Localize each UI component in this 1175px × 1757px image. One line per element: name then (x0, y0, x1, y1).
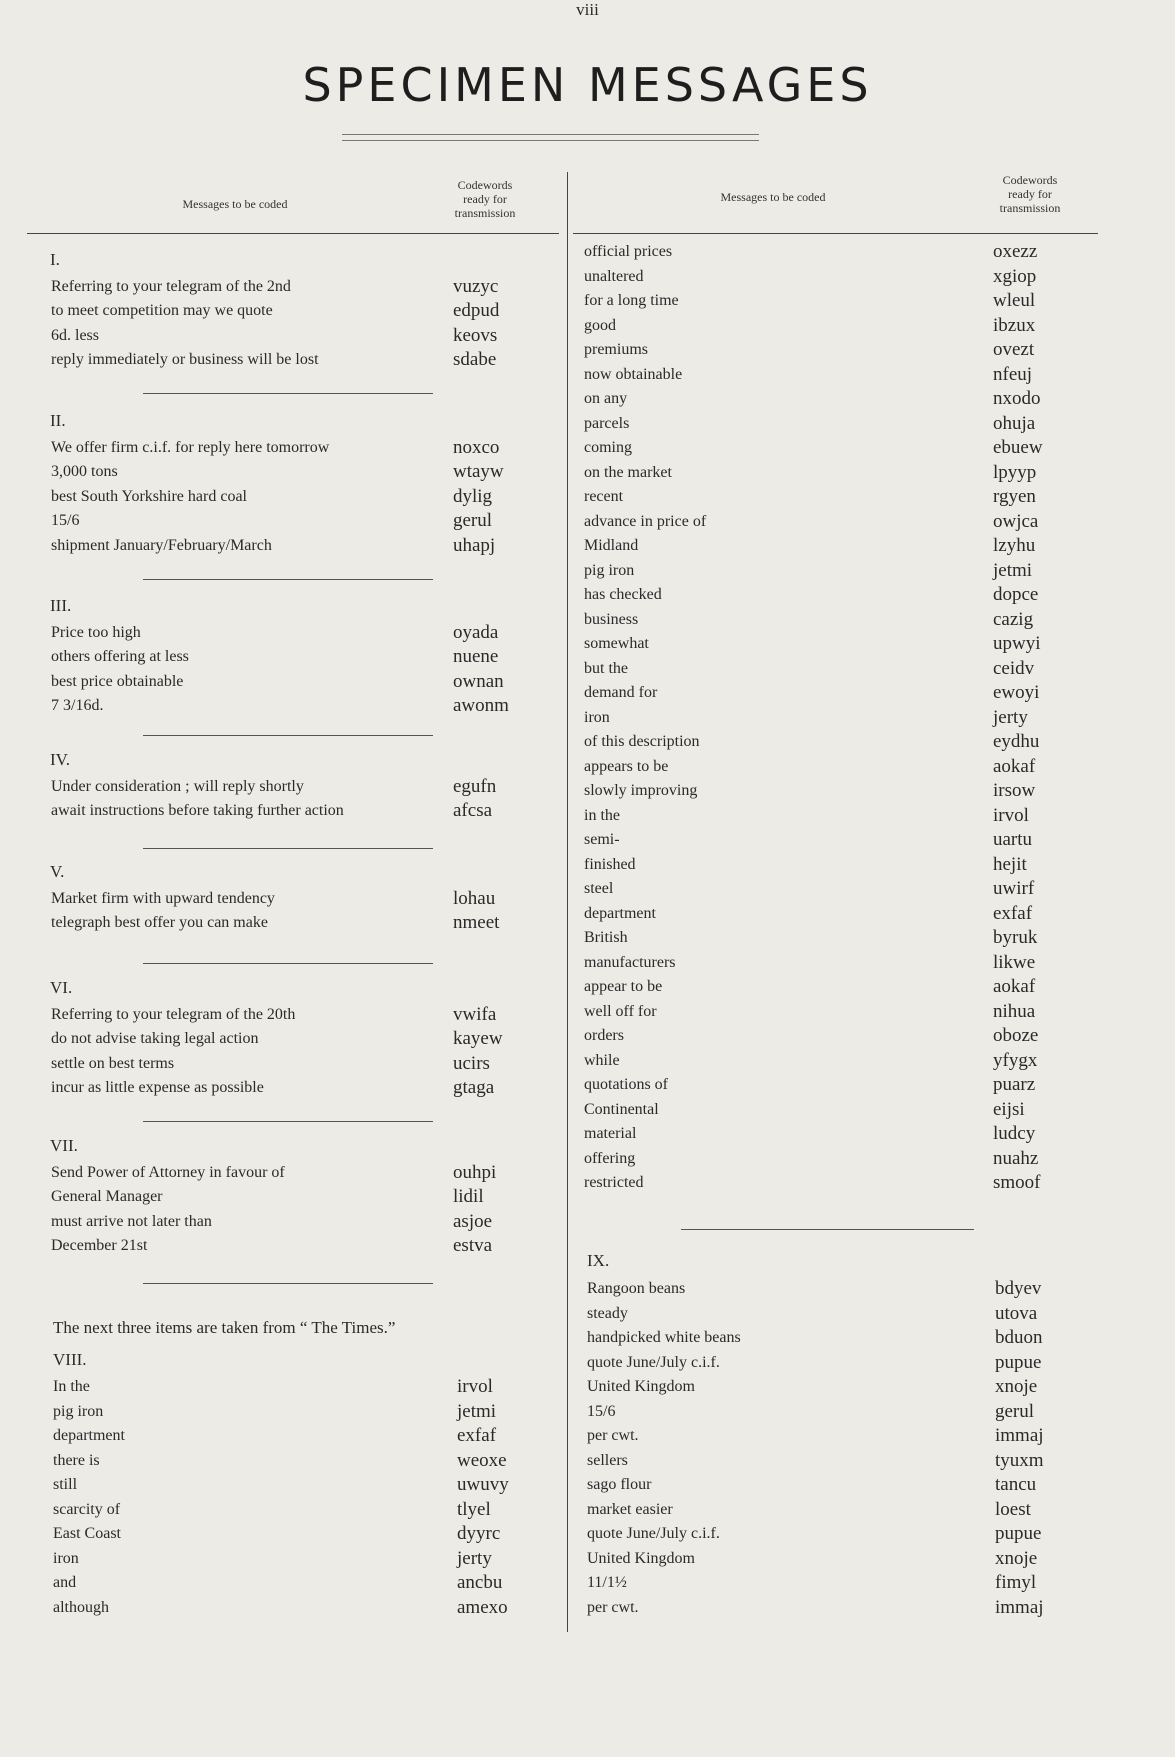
codeword: lohau (453, 887, 496, 909)
codeword: dyyrc (457, 1523, 501, 1544)
codeword: kayew (453, 1028, 503, 1049)
message-text: on any (584, 390, 628, 407)
message-text: and (53, 1574, 77, 1591)
message-text: Send Power of Attorney in favour of (51, 1163, 285, 1181)
message-text: offering (584, 1149, 636, 1167)
section-divider (143, 393, 433, 394)
codeword: tancu (995, 1474, 1037, 1495)
message-text: quote June/July c.i.f. (587, 1353, 720, 1371)
message-text: official prices (584, 243, 673, 260)
message-text: on the market (584, 463, 672, 481)
message-text: Continental (584, 1100, 659, 1118)
message-text: per cwt. (587, 1427, 639, 1444)
codeword: wleul (993, 290, 1036, 311)
codeword: bdyev (995, 1278, 1042, 1299)
message-text: must arrive not later than (51, 1212, 212, 1230)
codeword: awonm (453, 695, 509, 716)
section-numeral: VI. (50, 978, 73, 997)
message-text: others offering at less (51, 648, 189, 665)
message-text: parcels (584, 414, 630, 432)
codeword: vwifa (453, 1003, 497, 1025)
codeword: nmeet (453, 912, 500, 933)
message-text: now obtainable (584, 365, 683, 383)
codeword: owjca (993, 510, 1039, 532)
codeword: amexo (457, 1596, 508, 1618)
codeword: tyuxm (995, 1449, 1044, 1471)
message-text: appears to be (584, 757, 669, 775)
header-rule-right (573, 233, 1098, 234)
codeword: eydhu (993, 731, 1040, 752)
codewords-line: Codewords (1002, 173, 1058, 187)
codeword: uwirf (993, 878, 1035, 899)
codeword: jetmi (457, 1400, 497, 1422)
section-numeral: IX. (587, 1251, 610, 1270)
message-text: Under consideration ; will reply shortly (51, 777, 304, 795)
source-note: The next three items are taken from “ The Times.” (53, 1318, 396, 1337)
message-text: good (584, 316, 616, 334)
message-text: 3,000 tons (51, 463, 118, 480)
section-divider (143, 1121, 433, 1122)
message-text: orders (584, 1027, 624, 1044)
message-text: has checked (584, 586, 662, 603)
message-text: sago flour (587, 1476, 652, 1493)
right-codewords-header (970, 173, 1090, 215)
message-text: business (584, 610, 639, 628)
header-rule-left (27, 233, 559, 234)
section-divider (143, 848, 433, 849)
codeword: lidil (453, 1186, 484, 1207)
section-divider (143, 735, 433, 736)
message-text: demand for (584, 684, 658, 701)
codeword: byruk (993, 927, 1038, 948)
message-text: Referring to your telegram of the 2nd (51, 277, 291, 295)
message-text: recent (584, 488, 624, 505)
message-text: to meet competition may we quote (51, 302, 273, 319)
message-text: premiums (584, 341, 648, 358)
message-text: December 21st (51, 1237, 148, 1254)
page-number: viii (576, 0, 599, 19)
message-text: per cwt. (587, 1598, 639, 1616)
codeword: yfygx (993, 1049, 1038, 1071)
message-text: scarcity of (53, 1500, 121, 1518)
codewords-line: ready for (463, 192, 507, 206)
message-text: 15/6 (587, 1402, 616, 1420)
codeword: egufn (453, 775, 497, 797)
codeword: upwyi (993, 633, 1041, 654)
codeword: smoof (993, 1172, 1041, 1193)
codeword: aokaf (993, 755, 1036, 777)
page-title: SPECIMEN MESSAGES (302, 58, 873, 112)
codeword: ohuja (993, 412, 1036, 434)
message-text: We offer firm c.i.f. for reply here tomorrow (51, 438, 330, 456)
message-text: handpicked white beans (587, 1329, 741, 1346)
codeword: nuene (453, 646, 499, 667)
codeword: uhapj (453, 534, 496, 556)
message-text: telegraph best offer you can make (51, 914, 268, 931)
codeword: ewoyi (993, 682, 1040, 703)
message-text: manufacturers (584, 953, 676, 971)
codeword: rgyen (993, 486, 1036, 507)
codeword: irsow (993, 780, 1036, 801)
codeword: wtayw (453, 461, 504, 482)
codeword: oyada (453, 621, 499, 643)
message-text: incur as little expense as possible (51, 1079, 264, 1096)
message-text: semi- (584, 831, 620, 848)
message-text: material (584, 1125, 637, 1142)
section-divider (681, 1229, 974, 1230)
message-text: 6d. less (51, 326, 99, 344)
message-text: quotations of (584, 1076, 668, 1093)
message-text: restricted (584, 1174, 644, 1191)
message-text: department (53, 1427, 125, 1444)
section-numeral: IV. (50, 750, 70, 769)
codeword: irvol (993, 804, 1029, 826)
codeword: dylig (453, 485, 493, 507)
codeword: ucirs (453, 1052, 490, 1074)
codeword: utova (995, 1302, 1038, 1324)
message-text: of this description (584, 733, 700, 750)
message-text: settle on best terms (51, 1054, 175, 1072)
codeword: oxezz (993, 241, 1038, 262)
section-numeral: VII. (50, 1136, 78, 1155)
codeword: noxco (453, 436, 500, 458)
codeword: irvol (457, 1376, 493, 1397)
title-rule (342, 134, 759, 141)
codewords-line: transmission (454, 206, 516, 220)
message-text: Midland (584, 537, 639, 554)
section-numeral: III. (50, 596, 72, 615)
codeword: ludcy (993, 1123, 1036, 1144)
message-text: United Kingdom (587, 1378, 695, 1395)
codeword: asjoe (453, 1210, 493, 1232)
message-text: somewhat (584, 635, 649, 652)
right-messages-header: Messages to be coded (720, 190, 826, 204)
codeword: jetmi (993, 559, 1033, 581)
codeword: immaj (995, 1596, 1044, 1618)
codeword: ancbu (457, 1572, 503, 1593)
section-divider (143, 579, 433, 580)
codeword: keovs (453, 324, 498, 346)
message-text: slowly improving (584, 782, 698, 799)
codeword: oboze (993, 1025, 1039, 1046)
message-text: still (53, 1476, 78, 1493)
codeword: ibzux (993, 314, 1036, 336)
codeword: exfaf (993, 902, 1033, 924)
message-text: await instructions before taking further action (51, 802, 344, 819)
codeword: gerul (453, 510, 493, 531)
message-text: but the (584, 659, 628, 677)
codeword: nxodo (993, 388, 1041, 409)
codeword: tlyel (457, 1498, 491, 1520)
codeword: cazig (993, 608, 1034, 630)
codeword: jerty (457, 1547, 492, 1569)
codeword: lzyhu (993, 535, 1036, 556)
message-text: coming (584, 439, 632, 456)
codeword: xnoje (995, 1547, 1038, 1569)
message-text: advance in price of (584, 512, 707, 530)
codeword: likwe (993, 951, 1036, 973)
message-text: Price too high (51, 623, 141, 641)
codeword: vuzyc (453, 275, 499, 297)
message-text: finished (584, 855, 636, 873)
message-text: market easier (587, 1500, 673, 1518)
codeword: ceidv (993, 657, 1035, 679)
section-numeral: I. (50, 250, 60, 269)
codeword: gerul (995, 1400, 1035, 1422)
codeword: ovezt (993, 339, 1035, 360)
message-text: United Kingdom (587, 1549, 695, 1567)
codeword: eijsi (993, 1098, 1025, 1120)
message-text: East Coast (53, 1525, 121, 1542)
codeword: lpyyp (993, 461, 1037, 483)
codeword: uwuvy (457, 1474, 509, 1495)
message-text: quote June/July c.i.f. (587, 1525, 720, 1542)
codewords-line: Codewords (457, 178, 513, 192)
codeword: hejit (993, 853, 1027, 875)
message-text: unaltered (584, 267, 644, 285)
message-text: pig iron (584, 561, 635, 579)
message-text: General Manager (51, 1188, 163, 1205)
codeword: ouhpi (453, 1161, 497, 1183)
codeword: weoxe (457, 1449, 507, 1471)
codeword: bduon (995, 1327, 1043, 1348)
section-numeral: V. (50, 862, 65, 881)
codeword: edpud (453, 300, 500, 321)
message-text: iron (53, 1549, 79, 1567)
message-text: 15/6 (51, 512, 80, 529)
message-text: for a long time (584, 292, 679, 309)
message-text: do not advise taking legal action (51, 1030, 259, 1047)
codeword: ownan (453, 670, 504, 692)
message-text: reply immediately or business will be lost (51, 351, 319, 368)
codeword: jerty (993, 706, 1028, 728)
message-text: 7 3/16d. (51, 697, 104, 714)
message-text: there is (53, 1451, 100, 1469)
message-text: British (584, 929, 628, 946)
section-divider (143, 963, 433, 964)
codeword: sdabe (453, 349, 497, 370)
message-text: steady (587, 1304, 628, 1322)
message-text: pig iron (53, 1402, 104, 1420)
codeword: xnoje (995, 1376, 1038, 1397)
message-text: in the (584, 806, 620, 824)
codeword: aokaf (993, 976, 1036, 997)
codeword: pupue (995, 1351, 1042, 1373)
section-numeral: II. (50, 411, 66, 430)
left-messages-header: Messages to be coded (182, 197, 288, 211)
codewords-line: ready for (1008, 187, 1052, 201)
codeword: gtaga (453, 1077, 495, 1098)
codeword: xgiop (993, 265, 1037, 287)
message-text: steel (584, 880, 614, 897)
codeword: nfeuj (993, 363, 1033, 385)
codeword: uartu (993, 829, 1033, 850)
codewords-line: transmission (999, 201, 1061, 215)
column-divider (567, 172, 568, 1632)
message-text: Market firm with upward tendency (51, 889, 275, 907)
message-text: Rangoon beans (587, 1280, 686, 1297)
section-divider (143, 1283, 433, 1284)
codeword: ebuew (993, 437, 1043, 458)
codeword: afcsa (453, 800, 493, 821)
message-text: although (53, 1598, 109, 1616)
codeword: fimyl (995, 1572, 1037, 1593)
codeword: pupue (995, 1523, 1042, 1544)
message-text: best price obtainable (51, 672, 184, 690)
message-text: appear to be (584, 978, 663, 995)
codeword: exfaf (457, 1425, 497, 1446)
codeword: dopce (993, 584, 1039, 605)
message-text: sellers (587, 1451, 628, 1469)
codeword: puarz (993, 1074, 1036, 1095)
codeword: estva (453, 1235, 493, 1256)
codeword: nuahz (993, 1147, 1039, 1169)
message-text: 11/1½ (587, 1574, 627, 1591)
message-text: iron (584, 708, 610, 726)
message-text: while (584, 1051, 620, 1069)
left-codewords-header (425, 178, 545, 220)
codeword: loest (995, 1498, 1031, 1520)
codeword: immaj (995, 1425, 1044, 1446)
message-text: shipment January/February/March (51, 536, 272, 554)
message-text: department (584, 904, 656, 922)
message-text: Referring to your telegram of the 20th (51, 1005, 296, 1023)
codeword: nihua (993, 1000, 1036, 1022)
message-text: best South Yorkshire hard coal (51, 487, 247, 505)
message-text: well off for (584, 1002, 657, 1020)
section-numeral: VIII. (53, 1350, 87, 1369)
message-text: In the (53, 1378, 90, 1395)
